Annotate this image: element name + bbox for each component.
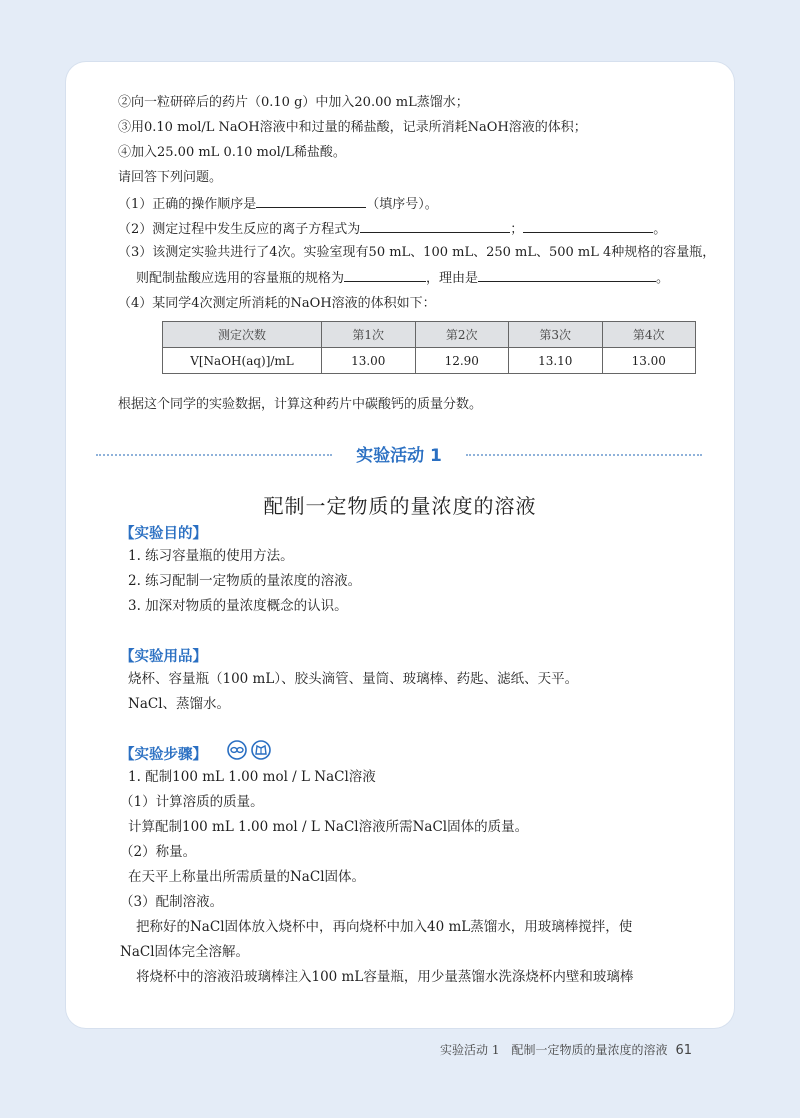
reagents-list: NaCl、蒸馏水。 — [128, 696, 231, 712]
procedure-step: （2）称量。 — [120, 844, 197, 860]
question-2-text: （2）测定过程中发生反应的离子方程式为 — [118, 222, 361, 237]
question-1-text: （1）正确的操作顺序是 — [118, 197, 257, 212]
conclusion-question: 根据这个同学的实验数据，计算这种药片中碳酸钙的质量分数。 — [118, 397, 483, 412]
section-heading-materials: 【实验用品】 — [120, 649, 207, 665]
answer-blank — [344, 267, 426, 282]
question-2-end: 。 — [653, 222, 667, 237]
answer-blank — [256, 193, 366, 208]
procedure-step: 在天平上称量出所需质量的NaCl固体。 — [128, 869, 366, 885]
page-footer — [440, 1041, 692, 1058]
safety-icons — [226, 739, 274, 765]
list-item: 1. 练习容量瓶的使用方法。 — [128, 548, 294, 564]
procedure-step: （3）配制溶液。 — [120, 894, 224, 910]
divider-right — [466, 454, 702, 456]
table-header-cell: 第4次 — [602, 322, 696, 348]
naoh-volume-table — [162, 321, 696, 374]
table-header-cell: 第1次 — [322, 322, 416, 348]
question-4: （4）某同学4次测定所消耗的NaOH溶液的体积如下： — [118, 296, 436, 311]
activity-label: 实验活动 1 — [356, 446, 442, 466]
materials-list: 烧杯、容量瓶（100 mL）、胶头滴管、量筒、玻璃棒、药匙、滤纸、天平。 — [128, 671, 579, 687]
divider-left — [96, 454, 332, 456]
question-3-line-2 — [136, 267, 669, 289]
step-2: ②向一粒研碎后的药片（0.10 g）中加入20.00 mL蒸馏水； — [118, 95, 469, 110]
procedure-step: 1. 配制100 mL 1.00 mol / L NaCl溶液 — [128, 769, 376, 785]
question-3-text-b: ，理由是 — [426, 271, 479, 286]
question-2-sep: ； — [510, 222, 524, 237]
lab-coat-icon — [252, 741, 270, 759]
section-heading-procedure: 【实验步骤】 — [120, 747, 207, 763]
table-cell: 13.10 — [509, 348, 603, 374]
procedure-step: NaCl固体完全溶解。 — [120, 944, 250, 960]
table-cell: 12.90 — [415, 348, 509, 374]
running-title: 实验活动 1 配制一定物质的量浓度的溶液 — [440, 1043, 668, 1057]
section-heading-purpose: 【实验目的】 — [120, 526, 207, 542]
question-prompt: 请回答下列问题。 — [118, 170, 223, 185]
table-row — [163, 348, 696, 374]
answer-blank — [523, 218, 653, 233]
procedure-step: 计算配制100 mL 1.00 mol / L NaCl溶液所需NaCl固体的质量。 — [128, 819, 529, 835]
table-cell: 13.00 — [322, 348, 416, 374]
table-cell: 13.00 — [602, 348, 696, 374]
question-1-after: （填序号）。 — [366, 197, 438, 212]
goggles-icon — [228, 741, 246, 759]
procedure-step: 将烧杯中的溶液沿玻璃棒注入100 mL容量瓶，用少量蒸馏水洗涤烧杯内壁和玻璃棒 — [136, 969, 634, 985]
table-row-label: V[NaOH(aq)]/mL — [163, 348, 322, 374]
procedure-step: 把称好的NaCl固体放入烧杯中，再向烧杯中加入40 mL蒸馏水，用玻璃棒搅拌，使 — [136, 919, 633, 935]
step-4: ④加入25.00 mL 0.10 mol/L稀盐酸。 — [118, 145, 346, 160]
question-3-text-a: 则配制盐酸应选用的容量瓶的规格为 — [136, 271, 345, 286]
page-number: 61 — [675, 1043, 692, 1058]
question-1 — [118, 193, 438, 215]
question-2 — [118, 218, 666, 240]
list-item: 2. 练习配制一定物质的量浓度的溶液。 — [128, 573, 362, 589]
table-header-cell: 第2次 — [415, 322, 509, 348]
activity-title: 配制一定物质的量浓度的溶液 — [263, 494, 537, 518]
question-3-end: 。 — [656, 271, 670, 286]
question-3-line-1: （3）该测定实验共进行了4次。实验室现有50 mL、100 mL、250 mL、500 mL 4种规格的容量瓶， — [118, 245, 716, 260]
list-item: 3. 加深对物质的量浓度概念的认识。 — [128, 598, 348, 614]
table-header-row — [163, 322, 696, 348]
table-header-cell: 测定次数 — [163, 322, 322, 348]
table-header-cell: 第3次 — [509, 322, 603, 348]
procedure-step: （1）计算溶质的质量。 — [120, 794, 264, 810]
answer-blank — [360, 218, 510, 233]
step-3: ③用0.10 mol/L NaOH溶液中和过量的稀盐酸，记录所消耗NaOH溶液的体积； — [118, 120, 587, 135]
answer-blank — [478, 267, 656, 282]
